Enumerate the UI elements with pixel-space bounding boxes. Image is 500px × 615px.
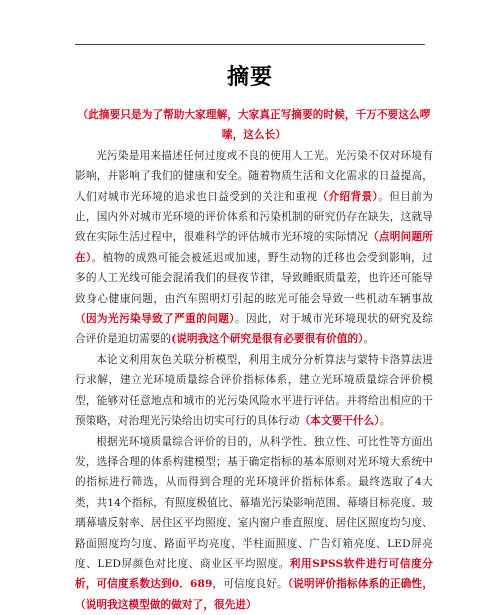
p2-text-2: 。 [380, 415, 391, 427]
page-title: 摘要 [0, 60, 500, 91]
paragraph-indicators [75, 432, 433, 615]
p3-text-2: ，可信度良好。 [212, 578, 287, 590]
p1-annotation-value: (说明我这个研究是很有必要很有价值的） [171, 333, 363, 345]
p3-annotation-validity: （说明评价指标体系的正确性，（说明我这模型做的做对了，很先进） [75, 578, 433, 610]
p1-annotation-background: （介绍背景） [317, 191, 378, 203]
p1-annotation-problem: （点明问题所在） [75, 231, 433, 263]
author-note [75, 105, 433, 146]
p2-annotation-purpose: （本文要干什么） [300, 415, 380, 427]
abstract-body [75, 105, 433, 615]
p1-text-4: 。因此，对于城市光环境现状的研究及综合评价是迫切需要的 [75, 313, 433, 345]
author-note-text: （此摘要只是为了帮助大家理解，大家真正写摘要的时候，千万不要这么啰嗦，这么长） [78, 109, 431, 141]
paragraph-method [75, 350, 433, 432]
p1-text-1: 光污染是用来描述任何过度或不良的使用人工光。光污染不仅对环境有影响，并影响了我们的健康和安全。随着物质生活和文化需求的日益提高，人们对城市光环境的追求也日益受到的关注和重视 [75, 150, 433, 203]
p1-annotation-serious: （因为光污染导致了严重的问题） [75, 313, 235, 325]
p1-text-2: 。但目前为止，国内外对城市光环境的评价体系和污染机制的研究仍存在缺失，这就导致在实际生活过程中，很难科学的评估城市光环境的实际情况 [75, 191, 433, 244]
paragraph-background [75, 146, 433, 350]
p1-text-5: 。 [364, 333, 375, 345]
p1-text-3: 。植物的成熟可能会被延迟或加速，野生动物的迁移也会受到影响，过多的人工光线可能会混淆我们的昼夜节律，导致睡眠质量差，也许还可能导致身心健康问题，由汽车照明灯引起的眩光可能会导致一些机动车辆事故 [75, 252, 433, 305]
p3-text-1: 根据光环境质量综合评价的目的，从科学性、独立性、可比性等方面出发，选择合理的体系构建模型；基于确定指标的基本原则对光环境大系统中的指标进行筛选，从而得到合理的光环境评价指标体系。最终选取了4大类，共14个指标，有照度极值比、幕墙光污染影响范围、幕墙目标亮度、玻璃幕墙反射率、居住区平均照度、室内窗户垂直照度、居住区照度均匀度、路面照度均匀度、路面平均亮度、半柱面照度、广告灯箱亮度、LED屏亮度、LED屏颜色对比度、商业区平均照度。 [75, 436, 433, 570]
p2-text-1: 本论文利用灰色关联分析模型，利用主成分分析算法与蒙特卡洛算法进行求解，建立光环境质量综合评价指标体系，建立光环境质量综合评价模型，能够对任意地点和城市的光污染风险水平进行评估。并将给出相应的干预策略，对治理光污染给出切实可行的具体行动 [75, 354, 433, 427]
p3-annotation-spss: 利用SPSS软件进行可信度分析，可信度系数达到0．689 [75, 558, 433, 590]
header-rule [75, 44, 425, 45]
